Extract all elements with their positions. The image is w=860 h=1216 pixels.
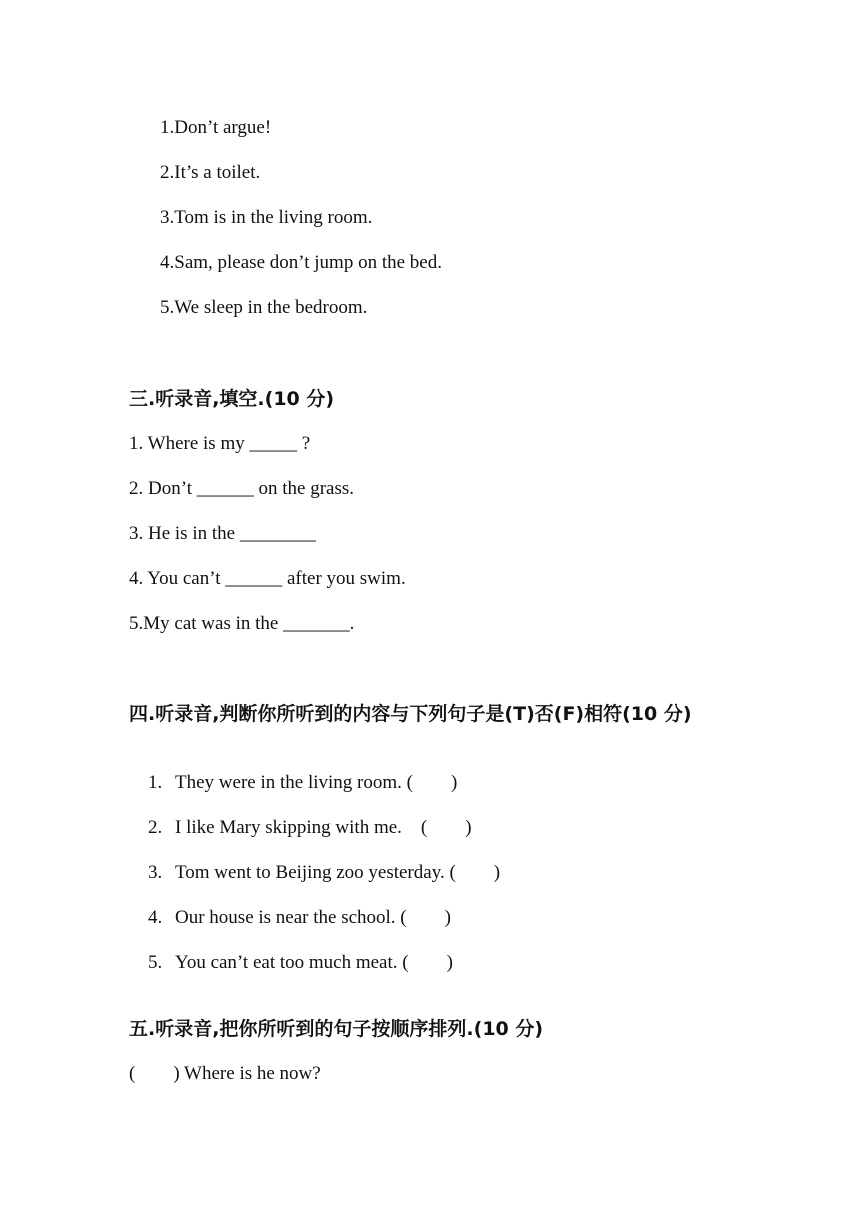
section-three-heading: 三.听录音,填空.(10 分) bbox=[129, 388, 335, 410]
item-text: You can’t eat too much meat. ( ) bbox=[175, 952, 453, 973]
listening-sentence-1: 1.Don’t argue! bbox=[160, 117, 272, 138]
listening-sentence-5: 5.We sleep in the bedroom. bbox=[160, 297, 368, 318]
section-four-heading: 四.听录音,判断你所听到的内容与下列句子是(T)否(F)相符(10 分) bbox=[129, 703, 692, 725]
item-text: Tom went to Beijing zoo yesterday. ( ) bbox=[175, 862, 501, 883]
item-number: 2. bbox=[148, 817, 163, 838]
section-five-heading: 五.听录音,把你所听到的句子按顺序排列.(10 分) bbox=[129, 1018, 544, 1040]
fill-blank-item-5: 5.My cat was in the _______. bbox=[129, 613, 355, 634]
fill-blank-item-1: 1. Where is my _____ ? bbox=[129, 433, 311, 454]
item-number: 3. bbox=[148, 862, 163, 883]
item-text: Our house is near the school. ( ) bbox=[175, 907, 451, 928]
fill-blank-item-3: 3. He is in the ________ bbox=[129, 523, 316, 544]
listening-sentence-3: 3.Tom is in the living room. bbox=[160, 207, 373, 228]
fill-blank-item-2: 2. Don’t ______ on the grass. bbox=[129, 478, 354, 499]
listening-sentence-2: 2.It’s a toilet. bbox=[160, 162, 261, 183]
item-number: 1. bbox=[148, 772, 163, 793]
ordering-item-1: ( ) Where is he now? bbox=[129, 1063, 321, 1084]
item-number: 5. bbox=[148, 952, 163, 973]
item-text: They were in the living room. ( ) bbox=[175, 772, 458, 793]
fill-blank-item-4: 4. You can’t ______ after you swim. bbox=[129, 568, 406, 589]
item-number: 4. bbox=[148, 907, 163, 928]
listening-sentence-4: 4.Sam, please don’t jump on the bed. bbox=[160, 252, 442, 273]
true-false-item-5 bbox=[129, 927, 453, 999]
item-text: I like Mary skipping with me. ( ) bbox=[175, 817, 472, 838]
